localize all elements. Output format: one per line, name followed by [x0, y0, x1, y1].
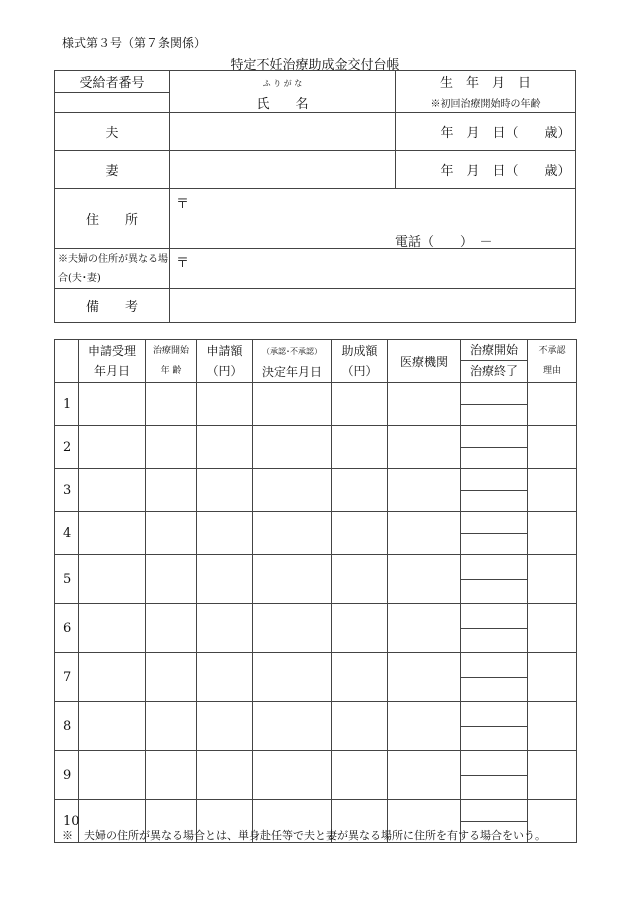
form-number: 様式第３号（第７条関係）	[62, 36, 207, 50]
address-label: 住 所	[55, 189, 170, 249]
treatment-end-cell[interactable]	[461, 448, 527, 468]
treatment-period-cell	[461, 555, 528, 604]
application-date-cell[interactable]	[79, 751, 146, 800]
table-row	[55, 469, 577, 512]
rejection-reason-cell[interactable]	[528, 653, 577, 702]
treatment-end-cell[interactable]	[461, 405, 527, 425]
treatment-period-cell	[461, 426, 528, 469]
header-application-date: 申請受理 年月日	[79, 340, 146, 383]
ledger-header-row	[55, 340, 577, 383]
medical-institution-cell[interactable]	[388, 512, 461, 555]
medical-institution-cell[interactable]	[388, 751, 461, 800]
start-age-cell[interactable]	[146, 469, 197, 512]
medical-institution-cell[interactable]	[388, 555, 461, 604]
name-label: 氏 名	[170, 93, 396, 113]
medical-institution-cell[interactable]	[388, 653, 461, 702]
footnote: ※ 夫婦の住所が異なる場合とは、単身赴任等で夫と妻が異なる場所に住所を有する場合をいう。	[62, 829, 546, 842]
rejection-reason-cell[interactable]	[528, 469, 577, 512]
treatment-start-cell[interactable]	[461, 800, 527, 822]
table-row	[55, 604, 577, 653]
recipient-no-value[interactable]	[55, 93, 170, 113]
decision-date-cell[interactable]	[253, 469, 332, 512]
treatment-end-cell[interactable]	[461, 580, 527, 603]
application-amount-cell[interactable]	[197, 604, 253, 653]
row-number: 10	[55, 800, 79, 843]
application-amount-cell[interactable]	[197, 426, 253, 469]
treatment-start-cell[interactable]	[461, 604, 527, 629]
application-amount-cell[interactable]	[197, 555, 253, 604]
application-date-cell[interactable]	[79, 653, 146, 702]
row-number: 7	[55, 653, 79, 702]
treatment-end-cell[interactable]	[461, 629, 527, 652]
header-application-amount: 申請額 （円）	[197, 340, 253, 383]
treatment-start-cell[interactable]	[461, 702, 527, 727]
table-row	[55, 426, 577, 469]
treatment-period-cell	[461, 512, 528, 555]
phone-label: 電話（ ） －	[395, 235, 493, 250]
application-amount-cell[interactable]	[197, 469, 253, 512]
treatment-period-cell	[461, 702, 528, 751]
treatment-period-cell	[461, 383, 528, 426]
treatment-period-cell	[461, 469, 528, 512]
table-row	[55, 751, 577, 800]
decision-date-cell[interactable]	[253, 555, 332, 604]
grant-amount-cell[interactable]	[332, 469, 388, 512]
wife-label: 妻	[55, 151, 170, 189]
row-number: 6	[55, 604, 79, 653]
decision-date-cell[interactable]	[253, 426, 332, 469]
grant-amount-cell[interactable]	[332, 383, 388, 426]
rejection-reason-cell[interactable]	[528, 383, 577, 426]
application-amount-cell[interactable]	[197, 702, 253, 751]
remarks-label: 備 考	[55, 289, 170, 323]
grant-amount-cell[interactable]	[332, 555, 388, 604]
rejection-reason-cell[interactable]	[528, 555, 577, 604]
application-date-cell[interactable]	[79, 702, 146, 751]
wife-birth-template: 年 月 日（ 歳）	[440, 164, 571, 179]
row-number: 1	[55, 383, 79, 426]
decision-date-cell[interactable]	[253, 751, 332, 800]
header-treatment-period	[461, 340, 528, 383]
rejection-reason-cell[interactable]	[528, 512, 577, 555]
header-medical-institution: 医療機関	[388, 340, 461, 383]
treatment-start-cell[interactable]	[461, 653, 527, 678]
rejection-reason-cell[interactable]	[528, 751, 577, 800]
birth-date-label: 生 年 月 日	[396, 71, 576, 93]
alt-postal-mark: 〒	[176, 256, 190, 271]
grant-amount-cell[interactable]	[332, 604, 388, 653]
start-age-cell[interactable]	[146, 653, 197, 702]
treatment-end-cell[interactable]	[461, 678, 527, 701]
application-date-cell[interactable]	[79, 604, 146, 653]
decision-date-cell[interactable]	[253, 702, 332, 751]
table-row	[55, 555, 577, 604]
treatment-end-cell[interactable]	[461, 491, 527, 511]
application-date-cell[interactable]	[79, 555, 146, 604]
medical-institution-cell[interactable]	[388, 702, 461, 751]
start-age-cell[interactable]	[146, 512, 197, 555]
treatment-start-cell[interactable]	[461, 383, 527, 405]
application-amount-cell[interactable]	[197, 751, 253, 800]
medical-institution-cell[interactable]	[388, 426, 461, 469]
start-age-cell[interactable]	[146, 702, 197, 751]
header-start-age: 治療開始 年 齢	[146, 340, 197, 383]
husband-birth-template: 年 月 日（ 歳）	[440, 126, 571, 141]
husband-label: 夫	[55, 113, 170, 151]
wife-name-field[interactable]	[170, 151, 396, 189]
postal-mark: 〒	[176, 197, 190, 212]
header-treatment-end: 治療終了	[469, 364, 518, 378]
husband-birth-field[interactable]	[396, 113, 576, 151]
treatment-start-cell[interactable]	[461, 469, 527, 491]
row-number: 2	[55, 426, 79, 469]
alt-address-label: ※夫婦の住所が異なる場合(夫･妻)	[55, 249, 170, 289]
decision-date-cell[interactable]	[253, 383, 332, 426]
application-date-cell[interactable]	[79, 426, 146, 469]
treatment-start-cell[interactable]	[461, 512, 527, 534]
grant-amount-cell[interactable]	[332, 653, 388, 702]
treatment-start-cell[interactable]	[461, 555, 527, 580]
start-age-cell[interactable]	[146, 383, 197, 426]
furigana-label: ふ り が な	[170, 71, 396, 93]
medical-institution-cell[interactable]	[388, 383, 461, 426]
application-amount-cell[interactable]	[197, 653, 253, 702]
treatment-period-cell	[461, 751, 528, 800]
treatment-end-cell[interactable]	[461, 534, 527, 554]
start-age-cell[interactable]	[146, 555, 197, 604]
start-age-cell[interactable]	[146, 604, 197, 653]
rejection-reason-cell[interactable]	[528, 702, 577, 751]
header-grant-amount: 助成額 （円）	[332, 340, 388, 383]
age-note-label: ※初回治療開始時の年齢	[396, 93, 576, 113]
header-decision-date: （承認･不承認） 決定年月日	[253, 340, 332, 383]
row-number: 5	[55, 555, 79, 604]
application-amount-cell[interactable]	[197, 383, 253, 426]
recipient-info-table	[54, 70, 576, 323]
start-age-cell[interactable]	[146, 426, 197, 469]
grant-amount-cell[interactable]	[332, 702, 388, 751]
decision-date-cell[interactable]	[253, 604, 332, 653]
table-row	[55, 383, 577, 426]
header-rejection-reason: 不承認 理由	[528, 340, 577, 383]
grant-amount-cell[interactable]	[332, 751, 388, 800]
recipient-no-label: 受給者番号	[55, 71, 170, 93]
page-title: 特定不妊治療助成金交付台帳	[230, 58, 400, 73]
rejection-reason-cell[interactable]	[528, 604, 577, 653]
treatment-end-cell[interactable]	[461, 776, 527, 799]
treatment-start-cell[interactable]	[461, 751, 527, 776]
rejection-reason-cell[interactable]	[528, 426, 577, 469]
start-age-cell[interactable]	[146, 751, 197, 800]
application-date-cell[interactable]	[79, 383, 146, 426]
grant-amount-cell[interactable]	[332, 512, 388, 555]
row-number: 3	[55, 469, 79, 512]
decision-date-cell[interactable]	[253, 653, 332, 702]
alt-address-field[interactable]	[170, 249, 576, 289]
treatment-period-cell	[461, 604, 528, 653]
remarks-field[interactable]	[170, 289, 576, 323]
table-row	[55, 702, 577, 751]
application-amount-cell[interactable]	[197, 512, 253, 555]
table-row	[55, 512, 577, 555]
row-number: 8	[55, 702, 79, 751]
row-number: 9	[55, 751, 79, 800]
application-date-cell[interactable]	[79, 512, 146, 555]
treatment-end-cell[interactable]	[461, 727, 527, 750]
wife-birth-field[interactable]	[396, 151, 576, 189]
medical-institution-cell[interactable]	[388, 469, 461, 512]
header-treatment-start: 治療開始	[461, 340, 527, 361]
treatment-start-cell[interactable]	[461, 426, 527, 448]
treatment-period-cell	[461, 653, 528, 702]
row-number: 4	[55, 512, 79, 555]
decision-date-cell[interactable]	[253, 512, 332, 555]
husband-name-field[interactable]	[170, 113, 396, 151]
table-row	[55, 653, 577, 702]
address-field[interactable]	[170, 189, 576, 249]
application-date-cell[interactable]	[79, 469, 146, 512]
grant-amount-cell[interactable]	[332, 426, 388, 469]
medical-institution-cell[interactable]	[388, 604, 461, 653]
ledger-table	[54, 339, 577, 843]
header-blank	[55, 340, 79, 383]
